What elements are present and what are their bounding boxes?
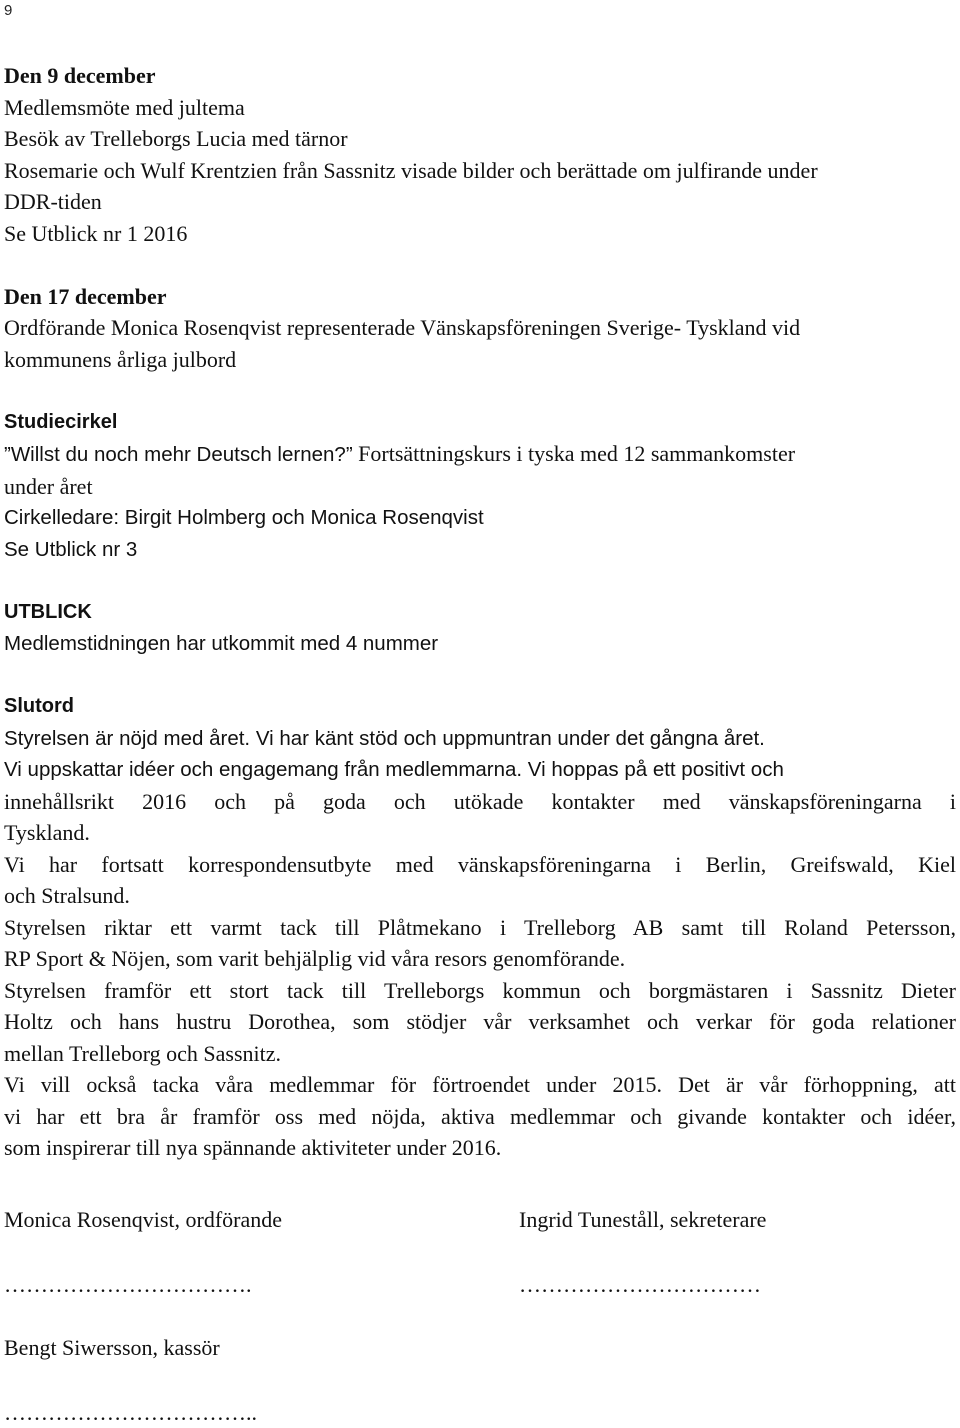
slutord-line-11: mellan Trelleborg och Sassnitz. — [4, 1040, 282, 1066]
dec17-line-1: Ordförande Monica Rosenqvist representerade Vänskapsföreningen Sverige- Tyskland vid — [4, 315, 801, 340]
dec9-line-3: Rosemarie och Wulf Krentzien från Sassnitz visade bilder och berättade om julfirande under — [4, 157, 818, 183]
dec9-line-1: Medlemsmöte med jultema — [4, 94, 245, 120]
slutord-line-2: Vi uppskattar idéer och engagemang från medlemmarna. Vi hoppas på ett positivt och — [4, 758, 784, 781]
page-number: 9 — [4, 2, 13, 19]
course-description: Fortsättningskurs i tyska med 12 sammankomster — [352, 441, 796, 466]
slutord-line-5: Vi har fortsatt korrespondensutbyte med vänskapsföreningarna i Berlin, Greifswald, Kiel — [4, 851, 956, 877]
document-body — [4, 60, 956, 1164]
dec9-line-4: DDR-tiden — [4, 189, 102, 214]
signature-chair-line: ……………………………. — [4, 1272, 252, 1297]
slutord-line-6: och Stralsund. — [4, 883, 130, 908]
slutord-line-14: som inspirerar till nya spännande aktiviteter under 2016. — [4, 1135, 502, 1160]
slutord-line-12: Vi vill också tacka våra medlemmar för förtroendet under 2015. Det är vår förhoppning, att — [4, 1072, 956, 1097]
signature-secretary-line: …………………………… — [519, 1272, 761, 1297]
dec9-line-5: Se Utblick nr 1 2016 — [4, 220, 188, 246]
studiecirkel-line-1 — [4, 438, 956, 471]
slutord-line-1: Styrelsen är nöjd med året. Vi har känt stöd och uppmuntran under det gångna året. — [4, 726, 765, 750]
signature-secretary-name: Ingrid Tuneståll, sekreterare — [519, 1207, 767, 1232]
slutord-line-8: RP Sport & Nöjen, som varit behjälplig vid våra resors genomförande. — [4, 946, 626, 971]
section-title-dec9: Den 9 december — [4, 63, 156, 88]
studiecirkel-line-2: under året — [4, 473, 93, 499]
slutord-line-7: Styrelsen riktar ett varmt tack till Plåtmekano i Trelleborg AB samt till Roland Petersson, — [4, 914, 956, 940]
course-title-quote: ”Willst du noch mehr Deutsch lernen?” — [4, 443, 353, 466]
studiecirkel-line-4: Se Utblick nr 3 — [4, 537, 138, 561]
dec9-line-2: Besök av Trelleborgs Lucia med tärnor — [4, 126, 348, 151]
section-title-dec17: Den 17 december — [4, 283, 167, 309]
studiecirkel-line-3: Cirkelledare: Birgit Holmberg och Monica Rosenqvist — [4, 506, 484, 529]
signature-chair-name: Monica Rosenqvist, ordförande — [4, 1207, 282, 1232]
signature-treasurer-name: Bengt Siwersson, kassör — [4, 1335, 220, 1360]
slutord-line-10: Holtz och hans hustru Dorothea, som stödjer vår verksamhet och verkar för goda relationer — [4, 1009, 956, 1034]
slutord-line-4: Tyskland. — [4, 820, 90, 845]
section-title-slutord: Slutord — [4, 695, 74, 717]
slutord-line-13: vi har ett bra år framför oss med nöjda, aktiva medlemmar och givande kontakter och idéer, — [4, 1103, 956, 1129]
dec17-line-2: kommunens årliga julbord — [4, 346, 237, 372]
signature-treasurer-line: …………………………….. — [4, 1400, 257, 1425]
utblick-line-1: Medlemstidningen har utkommit med 4 nummer — [4, 632, 439, 655]
section-title-studiecirkel: Studiecirkel — [4, 410, 118, 433]
slutord-line-3: innehållsrikt 2016 och på goda och utökade kontakter med vänskapsföreningarna i — [4, 788, 956, 814]
section-title-utblick: UTBLICK — [4, 600, 92, 623]
slutord-line-9: Styrelsen framför ett stort tack till Trelleborgs kommun och borgmästaren i Sassnitz Dieter — [4, 977, 956, 1003]
